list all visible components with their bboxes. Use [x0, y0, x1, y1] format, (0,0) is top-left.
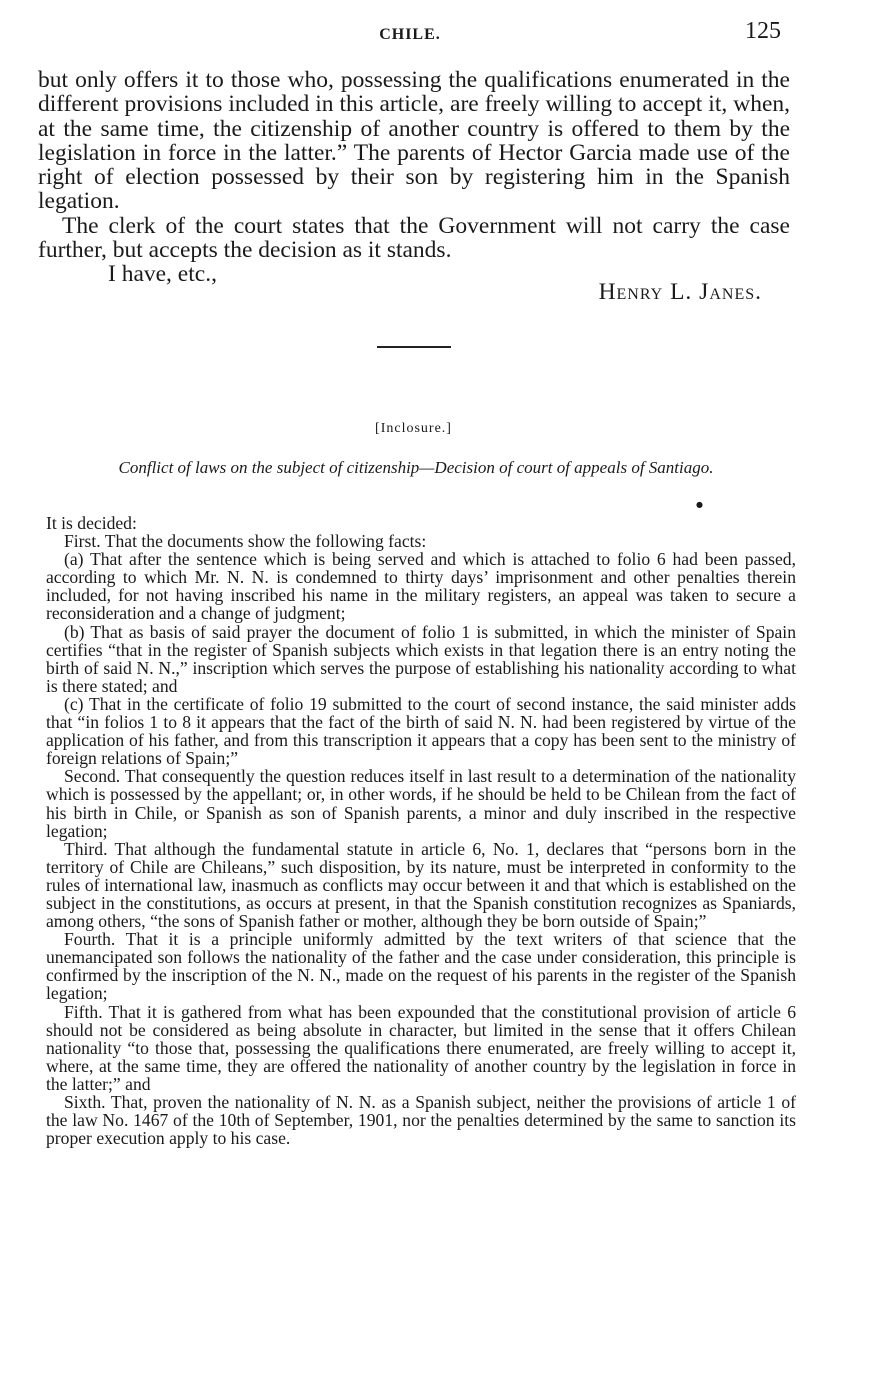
signature: Henry L. Janes.: [598, 279, 762, 306]
decision-paragraph: Third. That although the fundamental statute in article 6, No. 1, declares that “persons born in the territory of Chile are Chileans,” such disposition, by its nature, must be interpreted in conformity to the rules of international law, inasmuch as conflicts may occur between it and that which is established on the subject in the constitutions, as occurs at present, in that the Spanish constitution recognizes as Spaniards, among others, “the sons of Spanish father or mother, although they be born outside of Spain;”: [46, 838, 796, 932]
decision-paragraph: (c) That in the certificate of folio 19 submitted to the court of second instance, the said minister adds that “in folios 1 to 8 it appears that the fact of the birth of said N. N. had been registered by virtue of the application of his father, and from this transcription it appears that a copy has been sent to the ministry of foreign relations of Spain;”: [46, 693, 796, 769]
enclosure-label: [Inclosure.]: [375, 421, 452, 436]
running-title: CHILE.: [379, 26, 441, 43]
decision-paragraph: Fourth. That it is a principle uniformly admitted by the text writers of that science that the unemancipated son follows the nationality of the father and the case under consideration, this principle is confirmed by the inscription of the N. N., made on the request of his parents in the register of the Spanish legation;: [46, 929, 796, 1004]
decision-paragraph: It is decided:: [46, 513, 137, 533]
decision-paragraph: Fifth. That it is gathered from what has been expounded that the constitutional provision of article 6 should not be considered as being absolute in character, but limited in the sense that it offers Chilean nationality “to those that, possessing the qualifications there enumerated, are freely willing to accept it, where, at the same time, they are offered the nationality of another country by the legislation in force in the latter;” and: [46, 1001, 796, 1094]
letter-body: [38, 68, 790, 312]
decision-paragraph: Sixth. That, proven the nationality of N. N. as a Spanish subject, neither the provisions of article 1 of the law No. 1467 of the 10th of September, 1901, nor the penalties determined by the same to sanction its proper execution apply to his case.: [46, 1092, 796, 1149]
decision-paragraph: Second. That consequently the question reduces itself in last result to a determination of the nationality which is possessed by the appellant; or, in other words, if he should be held to be Chilean from the fact of his birth in Chile, or Spanish as son of Spanish parents, a minor and duly inscribed in the respective legation;: [46, 766, 796, 841]
decision-paragraph: (b) That as basis of said prayer the document of folio 1 is submitted, in which the minister of Spain certifies “that in the register of Spanish subjects which exists in that legation there is an entry noting the birth of said N. N.,” inscription which serves the purpose of establishing his nationality according to what is there stated; and: [46, 621, 796, 696]
stray-ink-mark: ●: [696, 500, 703, 509]
enclosure-title: Conflict of laws on the subject of citizenship—Decision of court of appeals of Santiago.: [118, 458, 714, 477]
decision-text: [46, 514, 796, 1147]
letter-paragraph: but only offers it to those who, possessing the qualifications enumerated in the different provisions included in this article, are freely willing to accept it, when, at the same time, the citizenship of another country is offered to them by the legislation in force in the latter.” The parents of Hector Garcia made use of the right of election possessed by their son by registering him in the Spanish legation.: [38, 67, 790, 215]
decision-paragraph: First. That the documents show the following facts:: [64, 531, 427, 552]
closing-phrase: I have, etc.,: [108, 261, 217, 288]
page-number: 125: [745, 18, 781, 44]
decision-paragraph: (a) That after the sentence which is being served and which is attached to folio 6 had been passed, according to which Mr. N. N. is condemned to thirty days’ imprisonment and other penalties therein included, for not having inscribed his name in the military registers, an appeal was taken to secure a reconsideration and a change of judgment;: [46, 549, 796, 624]
running-head: [0, 18, 871, 52]
letter-paragraph: The clerk of the court states that the Government will not carry the case further, but accepts the decision as it stands.: [38, 212, 790, 264]
closing-block: [38, 262, 790, 312]
section-divider: [377, 346, 451, 348]
